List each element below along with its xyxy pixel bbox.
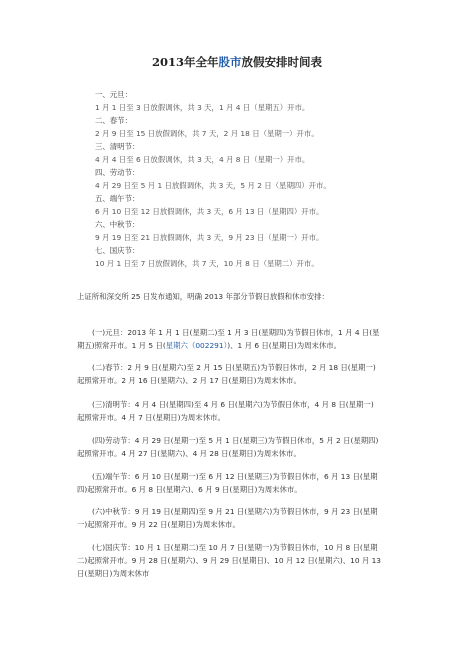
paragraph-national xyxy=(77,541,395,580)
paragraph-spring xyxy=(77,361,395,387)
paragraph-line: 起照常开市。4 月 27 日(星期六)、4 月 28 日(星期日)为周末休市。 xyxy=(77,449,301,458)
paragraph-line: 一)起照常开市。9 月 22 日(星期日)为周末休市。 xyxy=(77,520,240,529)
title-stock-link[interactable]: 股市 xyxy=(218,55,242,69)
stock-code-link[interactable]: 星期六（002291） xyxy=(165,341,228,350)
stock-code: 002291 xyxy=(195,341,224,350)
holiday-heading: 一、元旦： xyxy=(95,90,132,99)
link-label: 星期六 xyxy=(165,341,188,350)
paragraph-line xyxy=(77,339,395,352)
holiday-detail: 4 月 29 日至 5 月 1 日放假调休，共 3 天，5 月 2 日（星期四）开市。 xyxy=(95,181,331,190)
intro-text: 上证所和深交所 25 日发布通知，明确 2013 年部分节假日放假和休市安排： xyxy=(77,292,329,301)
paragraph-line: (二)春节：2 月 9 日(星期六)至 2 月 15 日(星期五)为节假日休市，2 月 18 日(星期一) xyxy=(92,363,376,372)
paragraph-mid-autumn xyxy=(77,505,395,531)
title-pre: 年全年 xyxy=(184,55,219,69)
title-post: 放假安排时间表 xyxy=(241,55,322,69)
paragraph-line: (一)元旦：2013 年 1 月 1 日(星期二)至 1 月 3 日(星期四)为节假日休市，1 月 4 日(星 xyxy=(92,328,380,337)
holiday-detail: 4 月 4 日至 6 日放假调休，共 3 天，4 月 8 日（星期一）开市。 xyxy=(95,155,310,164)
paragraph-line: 起照常开市。4 月 7 日(星期日)为周末休市。 xyxy=(77,413,225,422)
holiday-detail: 1 月 1 日至 3 日放假调休，共 3 天，1 月 4 日（星期五）开市。 xyxy=(95,103,310,112)
paragraph-text: )、1 月 6 日(星期日)为周末休市。 xyxy=(227,341,342,350)
paragraph-text: 期五)照常开市。1 月 5 日( xyxy=(77,341,166,350)
paragraph-line: 日(星期日)为周末休市 xyxy=(77,569,150,578)
paragraph-labor xyxy=(77,434,395,460)
holiday-heading: 五、端午节： xyxy=(95,194,140,203)
holiday-detail: 2 月 9 日至 15 日放假调休，共 7 天，2 月 18 日（星期一）开市。 xyxy=(95,129,319,138)
holiday-heading: 六、中秋节： xyxy=(95,220,140,229)
paragraph-new-year xyxy=(77,326,395,352)
paragraph-line: (六)中秋节：9 月 19 日(星期四)至 9 月 21 日(星期六)为节假日休市，9 月 23 日(星期 xyxy=(92,507,378,516)
holiday-detail: 6 月 10 日至 12 日放假调休，共 3 天，6 月 13 日（星期四）开市。 xyxy=(95,207,324,216)
paragraph-line: 起照常开市。2 月 16 日(星期六)、2 月 17 日(星期日)为周末休市。 xyxy=(77,376,301,385)
holiday-heading: 七、国庆节： xyxy=(95,246,140,255)
paragraph-line: 二)起照常开市。9 月 28 日(星期六)、9 月 29 日(星期日)、10 月 12 日(星期六)、10 月 13 xyxy=(77,556,382,565)
paragraph-line: (五)端午节：6 月 10 日(星期一)至 6 月 12 日(星期三)为节假日休市，6 月 13 日(星期 xyxy=(92,472,378,481)
paragraph-line: (三)清明节：4 月 4 日(星期四)至 4 月 6 日(星期六)为节假日休市，4 月 8 日(星期一) xyxy=(92,400,374,409)
paragraph-dragon-boat xyxy=(77,470,395,496)
holiday-detail: 10 月 1 日至 7 日放假调休，共 7 天，10 月 8 日（星期二）开市。 xyxy=(95,259,319,268)
paragraph-qingming xyxy=(77,398,395,424)
page-title xyxy=(0,54,474,70)
holiday-summary-list xyxy=(95,88,331,270)
paragraph-line: 四)起照常开市。6 月 8 日(星期六)、6 月 9 日(星期日)为周末休市。 xyxy=(77,485,302,494)
holiday-heading: 四、劳动节： xyxy=(95,168,140,177)
paragraph-line: (四)劳动节：4 月 29 日(星期一)至 5 月 1 日(星期三)为节假日休市，5 月 2 日(星期四) xyxy=(92,436,379,445)
title-year: 2013 xyxy=(151,55,184,69)
holiday-heading: 三、清明节： xyxy=(95,142,140,151)
holiday-detail: 9 月 19 日至 21 日放假调休，共 3 天，9 月 23 日（星期一）开市。 xyxy=(95,233,324,242)
paragraph-line: (七)国庆节：10 月 1 日(星期二)至 10 月 7 日(星期一)为节假日休市，10 月 8 日(星期 xyxy=(92,543,378,552)
holiday-heading: 二、春节： xyxy=(95,116,132,125)
